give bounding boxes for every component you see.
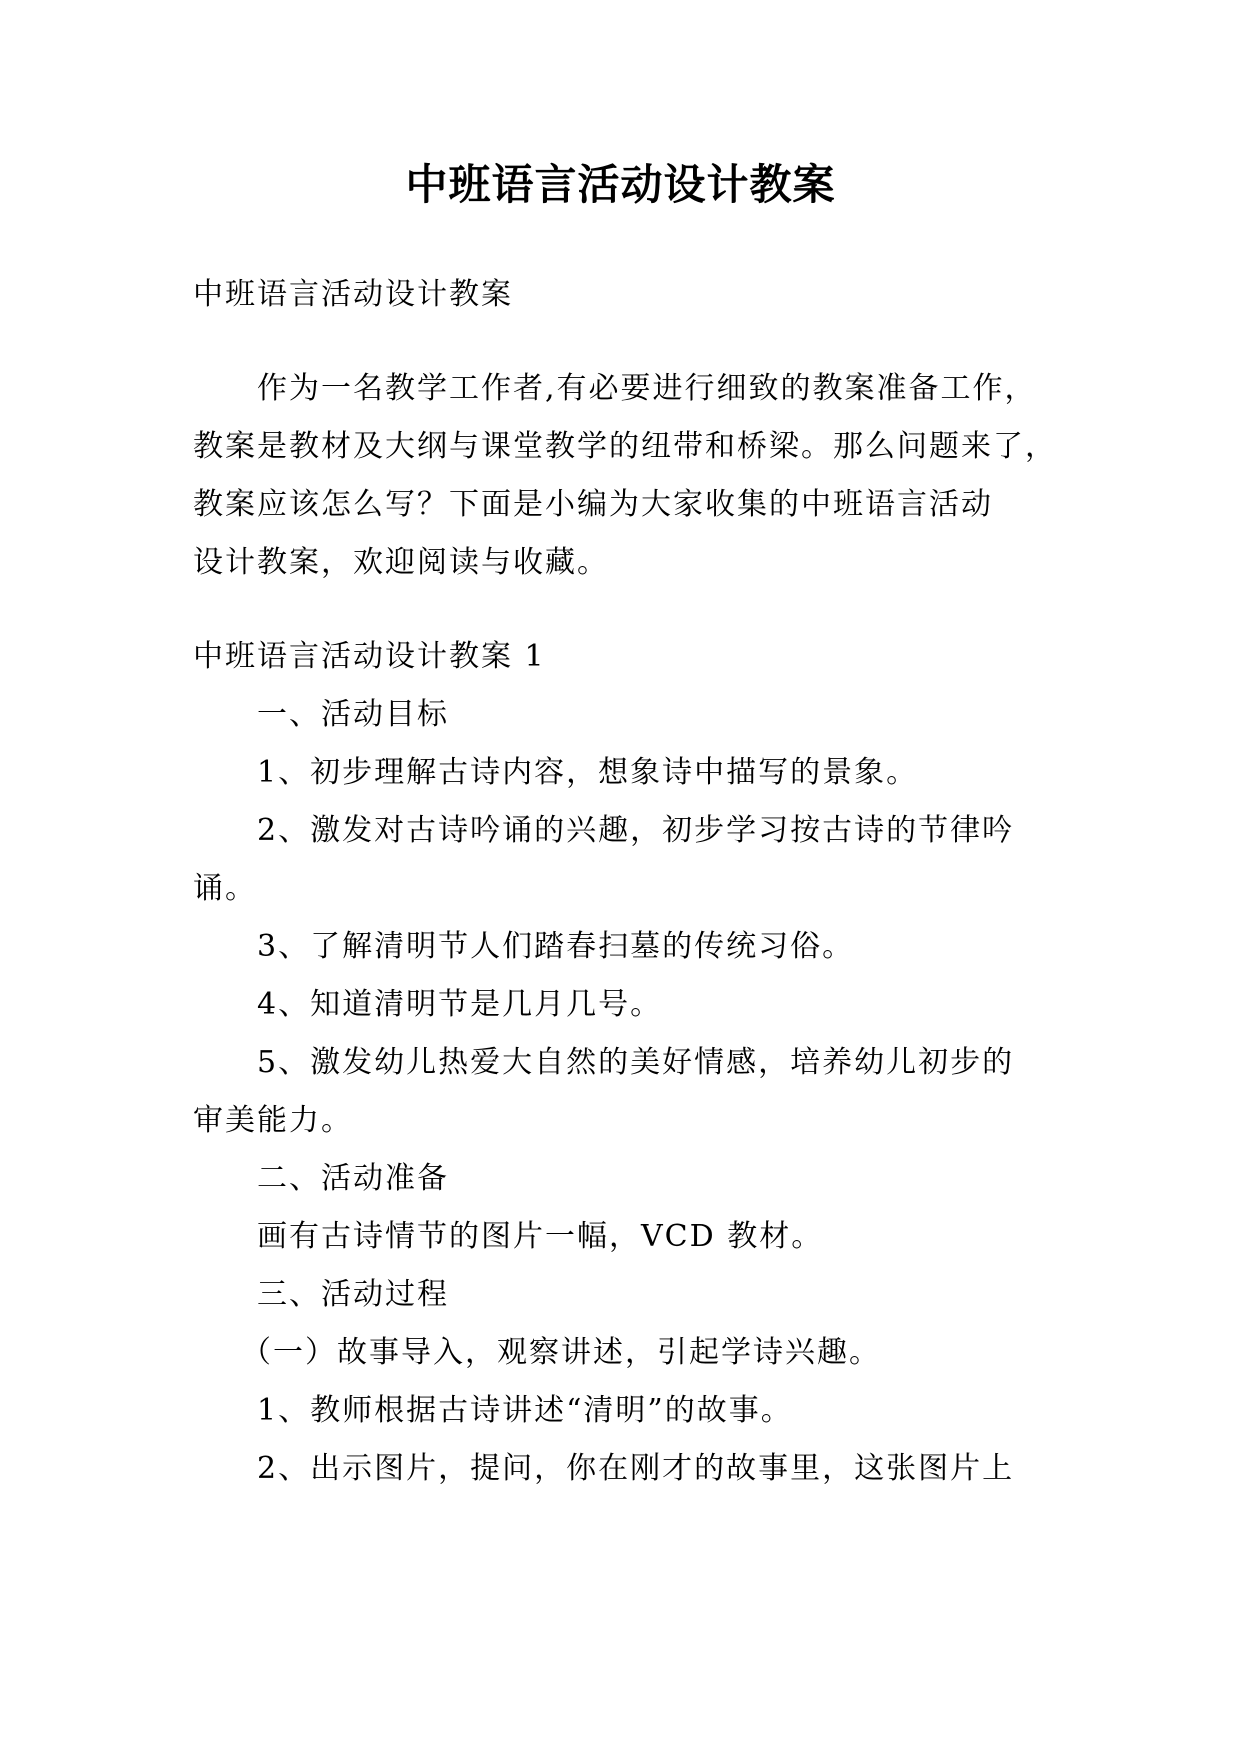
list-item: 2、激发对古诗吟诵的兴趣，初步学习按古诗的节律吟 [257, 813, 1015, 848]
intro-line: 教案应该怎么写？下面是小编为大家收集的中班语言活动 [193, 487, 993, 522]
list-item: 4、知道清明节是几月几号。 [257, 987, 663, 1022]
document-subtitle: 中班语言活动设计教案 [193, 277, 513, 312]
paragraph-line: 画有古诗情节的图片一幅，VCD 教材。 [257, 1219, 824, 1254]
list-item: 3、了解清明节人们踏春扫墓的传统习俗。 [257, 929, 855, 964]
outline-heading: 二、活动准备 [257, 1161, 449, 1196]
list-item-continuation: 审美能力。 [193, 1103, 353, 1138]
intro-line: 作为一名教学工作者,有必要进行细致的教案准备工作， [257, 371, 1037, 406]
document-title: 中班语言活动设计教案 [405, 160, 836, 209]
list-item: 1、教师根据古诗讲述“清明”的故事。 [257, 1393, 793, 1428]
outline-heading: 三、活动过程 [257, 1277, 449, 1312]
intro-line: 设计教案，欢迎阅读与收藏。 [193, 545, 609, 580]
list-item: 1、初步理解古诗内容，想象诗中描写的景象。 [257, 755, 919, 790]
section-heading: 中班语言活动设计教案 1 [193, 639, 546, 674]
list-item: 5、激发幼儿热爱大自然的美好情感，培养幼儿初步的 [257, 1045, 1015, 1080]
list-item-continuation: 诵。 [193, 871, 257, 906]
sub-heading: （一）故事导入，观察讲述，引起学诗兴趣。 [241, 1335, 881, 1370]
outline-heading: 一、活动目标 [257, 697, 449, 732]
list-item: 2、出示图片，提问，你在刚才的故事里，这张图片上 [257, 1451, 1015, 1486]
intro-line: 教案是教材及大纲与课堂教学的纽带和桥梁。那么问题来了， [193, 429, 1057, 464]
